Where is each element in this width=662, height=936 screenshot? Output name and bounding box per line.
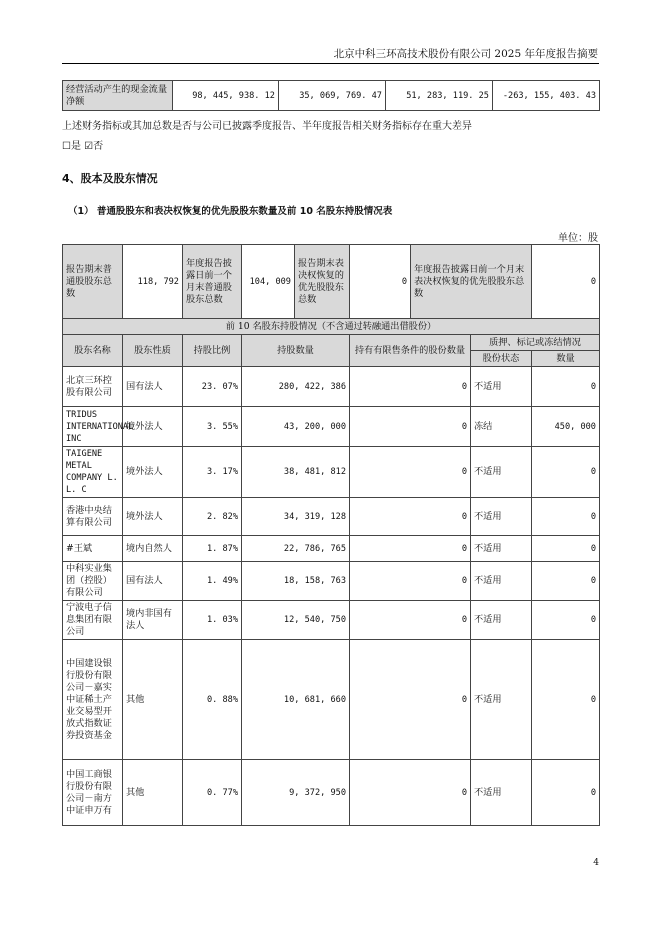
restricted-qty: 0 (350, 498, 471, 536)
summary-label-2: 年度报告披露日前一个月末普通股股东总数 (183, 245, 242, 319)
holding-ratio: 3. 17% (183, 447, 242, 498)
pledge-qty: 450, 000 (532, 407, 600, 447)
pledge-qty: 0 (532, 447, 600, 498)
shareholder-nature: 其他 (123, 640, 183, 760)
shareholder-name: 中国建设银行股份有限公司－嘉实中证稀土产业交易型开放式指数证券投资基金 (63, 640, 123, 760)
restricted-qty: 0 (350, 447, 471, 498)
col-name: 股东名称 (63, 335, 123, 367)
shareholder-nature: 国有法人 (123, 367, 183, 407)
pledge-qty: 0 (532, 760, 600, 826)
shareholder-name: TRIDUS INTERNATIONAL INC (63, 407, 123, 447)
difference-choice: ☐是 ☑否 (62, 141, 104, 152)
table-row (63, 498, 600, 536)
table-row (63, 447, 600, 498)
pledge-status: 不适用 (471, 760, 532, 826)
holding-ratio: 0. 77% (183, 760, 242, 826)
shareholder-name: 香港中央结算有限公司 (63, 498, 123, 536)
summary-value-2: 104, 009 (242, 245, 295, 319)
pledge-status: 不适用 (471, 601, 532, 640)
holding-ratio: 3. 55% (183, 407, 242, 447)
holding-qty: 34, 319, 128 (242, 498, 350, 536)
holding-ratio: 23. 07% (183, 367, 242, 407)
cashflow-table (62, 80, 600, 111)
pledge-status: 不适用 (471, 640, 532, 760)
cashflow-q1: 98, 445, 938. 12 (173, 81, 279, 111)
restricted-qty: 0 (350, 640, 471, 760)
table-row (63, 562, 600, 601)
pledge-qty: 0 (532, 498, 600, 536)
holding-qty: 280, 422, 386 (242, 367, 350, 407)
summary-label-1: 报告期末普通股股东总数 (63, 245, 123, 319)
pledge-status: 不适用 (471, 536, 532, 562)
pledge-qty: 0 (532, 562, 600, 601)
header-divider (62, 63, 599, 64)
table-row (63, 760, 600, 826)
pledge-status: 不适用 (471, 447, 532, 498)
holding-ratio: 1. 49% (183, 562, 242, 601)
shareholder-nature: 境内非国有法人 (123, 601, 183, 640)
holding-ratio: 0. 88% (183, 640, 242, 760)
summary-value-3: 0 (350, 245, 411, 319)
shareholder-nature: 境内自然人 (123, 536, 183, 562)
restricted-qty: 0 (350, 407, 471, 447)
col-restricted: 持有有限售条件的股份数量 (350, 335, 471, 367)
shareholder-nature: 境外法人 (123, 498, 183, 536)
pledge-qty: 0 (532, 640, 600, 760)
difference-note: 上述财务指标或其加总数是否与公司已披露季度报告、半年度报告相关财务指标存在重大差异 (62, 121, 472, 132)
cashflow-q2: 35, 069, 769. 47 (279, 81, 386, 111)
shareholder-nature: 其他 (123, 760, 183, 826)
restricted-qty: 0 (350, 536, 471, 562)
col-pledge-qty: 数量 (532, 351, 600, 367)
pledge-status: 不适用 (471, 498, 532, 536)
shareholder-name: #王斌 (63, 536, 123, 562)
holding-ratio: 1. 87% (183, 536, 242, 562)
holding-ratio: 2. 82% (183, 498, 242, 536)
table-row (63, 367, 600, 407)
summary-value-1: 118, 792 (123, 245, 183, 319)
col-nature: 股东性质 (123, 335, 183, 367)
shareholder-table (62, 244, 600, 826)
holding-qty: 43, 200, 000 (242, 407, 350, 447)
shareholder-name: 北京三环控股有限公司 (63, 367, 123, 407)
shareholder-nature: 境外法人 (123, 447, 183, 498)
holding-qty: 38, 481, 812 (242, 447, 350, 498)
cashflow-q3: 51, 283, 119. 25 (386, 81, 493, 111)
pledge-status: 不适用 (471, 562, 532, 601)
section-title: 4、股本及股东情况 (62, 172, 158, 185)
holding-qty: 9, 372, 950 (242, 760, 350, 826)
top10-title: 前 10 名股东持股情况（不含通过转融通出借股份） (63, 319, 600, 335)
restricted-qty: 0 (350, 367, 471, 407)
col-pledge: 质押、标记或冻结情况 (471, 335, 600, 351)
pledge-status: 冻结 (471, 407, 532, 447)
pledge-qty: 0 (532, 601, 600, 640)
pledge-qty: 0 (532, 536, 600, 562)
summary-label-3: 报告期末表决权恢复的优先股股东总数 (295, 245, 350, 319)
holding-ratio: 1. 03% (183, 601, 242, 640)
summary-value-4: 0 (532, 245, 600, 319)
pledge-status: 不适用 (471, 367, 532, 407)
shareholder-nature: 境外法人 (123, 407, 183, 447)
holding-qty: 22, 786, 765 (242, 536, 350, 562)
subsection-title: （1） 普通股股东和表决权恢复的优先股股东数量及前 10 名股东持股情况表 (68, 206, 393, 217)
shareholder-nature: 国有法人 (123, 562, 183, 601)
holding-qty: 10, 681, 660 (242, 640, 350, 760)
table-row (63, 601, 600, 640)
shareholder-name: 中科实业集团（控股）有限公司 (63, 562, 123, 601)
holding-qty: 18, 158, 763 (242, 562, 350, 601)
table-row (63, 407, 600, 447)
page-header-title: 北京中科三环高技术股份有限公司 2025 年年度报告摘要 (333, 48, 598, 60)
shareholder-name: 宁波电子信息集团有限公司 (63, 601, 123, 640)
col-status: 股份状态 (471, 351, 532, 367)
table-row (63, 536, 600, 562)
col-ratio: 持股比例 (183, 335, 242, 367)
restricted-qty: 0 (350, 601, 471, 640)
table-row (63, 640, 600, 760)
pledge-qty: 0 (532, 367, 600, 407)
unit-label: 单位：股 (558, 233, 598, 244)
col-qty: 持股数量 (242, 335, 350, 367)
summary-label-4: 年度报告披露日前一个月末表决权恢复的优先股股东总数 (411, 245, 532, 319)
holding-qty: 12, 540, 750 (242, 601, 350, 640)
shareholder-name: TAIGENE METAL COMPANY L. L. C (63, 447, 123, 498)
restricted-qty: 0 (350, 562, 471, 601)
cashflow-label: 经营活动产生的现金流量净额 (63, 81, 173, 111)
restricted-qty: 0 (350, 760, 471, 826)
shareholder-name: 中国工商银行股份有限公司－南方中证申万有 (63, 760, 123, 826)
page-number: 4 (593, 858, 599, 868)
cashflow-q4: -263, 155, 403. 43 (493, 81, 600, 111)
